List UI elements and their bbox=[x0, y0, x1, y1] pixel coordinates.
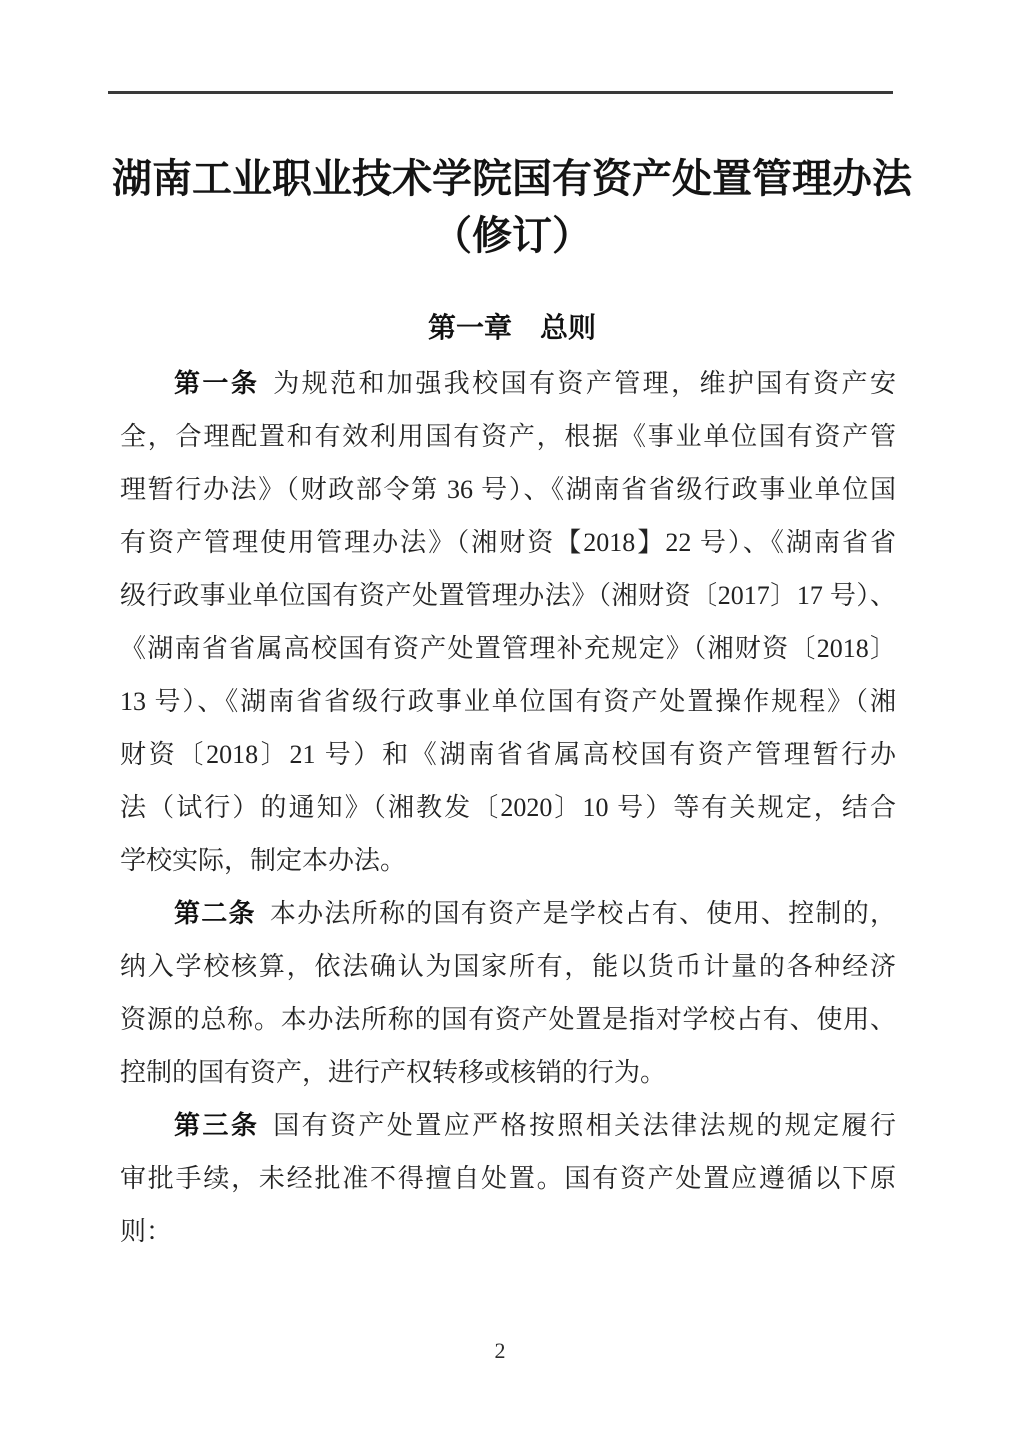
article-2-number: 第二条 bbox=[174, 899, 256, 928]
article-1-number: 第一条 bbox=[174, 369, 260, 398]
article-1-line-3: 理暂行办法》（财政部令第 36 号）、《湖南省省级行政事业单位国 bbox=[120, 475, 896, 504]
article-2 bbox=[120, 887, 896, 1099]
article-3-line-3: 则： bbox=[120, 1217, 173, 1246]
document-title-line2: （修订） bbox=[432, 213, 592, 258]
article-3-number: 第三条 bbox=[174, 1111, 260, 1140]
article-2-line-4: 控制的国有资产，进行产权转移或核销的行为。 bbox=[120, 1058, 667, 1087]
article-1-line-2: 全，合理配置和有效利用国有资产，根据《事业单位国有资产管 bbox=[120, 422, 896, 451]
article-3 bbox=[120, 1099, 896, 1258]
article-3-line-1 bbox=[120, 1099, 896, 1152]
article-3-line-2: 审批手续，未经批准不得擅自处置。国有资产处置应遵循以下原 bbox=[120, 1164, 896, 1193]
article-1-line-1 bbox=[120, 357, 896, 410]
article-1-line-4: 有资产管理使用管理办法》（湘财资【2018】22 号）、《湖南省省 bbox=[120, 528, 896, 557]
article-1-line-8: 财资〔2018〕21 号）和《湖南省省属高校国有资产管理暂行办 bbox=[120, 740, 896, 769]
header-rule bbox=[108, 91, 893, 94]
article-3-line-1-text: 国有资产处置应严格按照相关法律法规的规定履行 bbox=[273, 1111, 896, 1140]
article-1-line-6: 《湖南省省属高校国有资产处置管理补充规定》（湘财资〔2018〕 bbox=[120, 634, 896, 663]
document-title-line1: 湖南工业职业技术学院国有资产处置管理办法 bbox=[112, 156, 912, 201]
document-title bbox=[104, 150, 920, 264]
article-1 bbox=[120, 357, 896, 887]
document-body bbox=[120, 357, 896, 1258]
article-1-line-9: 法（试行）的通知》（湘教发〔2020〕10 号）等有关规定，结合 bbox=[120, 793, 896, 822]
article-1-line-1-text: 为规范和加强我校国有资产管理，维护国有资产安 bbox=[273, 369, 896, 398]
chapter-heading: 第一章 总则 bbox=[427, 312, 596, 343]
article-2-line-3: 资源的总称。本办法所称的国有资产处置是指对学校占有、使用、 bbox=[120, 1005, 896, 1034]
article-1-line-7: 13 号）、《湖南省省级行政事业单位国有资产处置操作规程》（湘 bbox=[120, 687, 896, 716]
article-2-line-1-text: 本办法所称的国有资产是学校占有、使用、控制的， bbox=[269, 899, 896, 928]
article-1-line-10: 学校实际，制定本办法。 bbox=[120, 846, 407, 875]
article-2-line-2: 纳入学校核算，依法确认为国家所有，能以货币计量的各种经济 bbox=[120, 952, 896, 981]
page-number: 2 bbox=[494, 1338, 506, 1363]
article-2-line-1 bbox=[120, 887, 896, 940]
article-1-line-5: 级行政事业单位国有资产处置管理办法》（湘财资〔2017〕17 号）、 bbox=[120, 581, 896, 610]
